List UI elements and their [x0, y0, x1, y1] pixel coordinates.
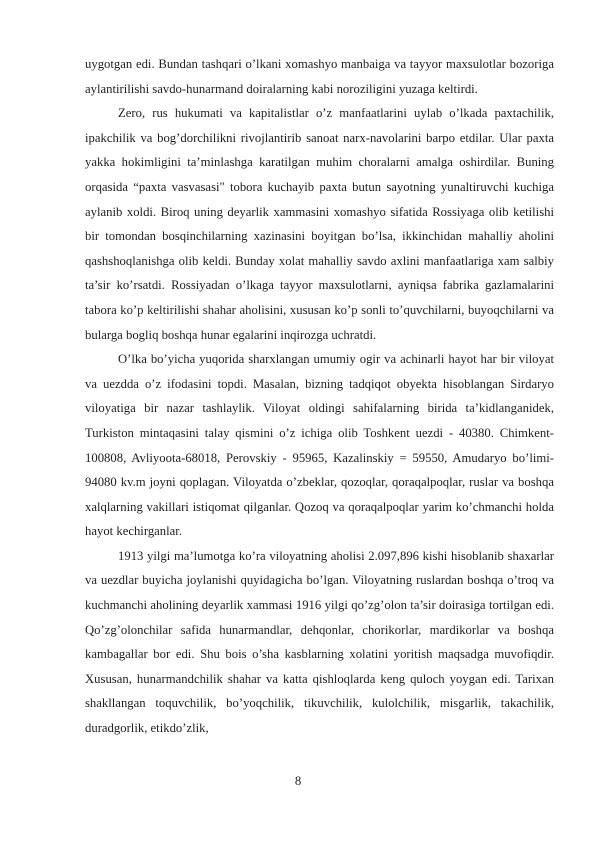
- watermark: [24, 141, 75, 189]
- paragraph: 1913 yilgi ma’lumotga ko’ra viloyatning aholisi 2.097,896 kishi hisoblanib shaxarlar va uezdlar buyicha joylanishi quyidagicha bo’lgan. Viloyatning ruslardan boshqa o’troq va kuchmanchi aholining deyarlik xammasi 1916 yilgi qo’zg’olon ta’sir doirasiga tortilgan edi. Qo’zg’olonchilar safida hunarmandlar, dehqonlar, chorikorlar, mardikorlar va boshqa kambagallar bor edi. Shu bois o’sha kasblarning xolatini yoritish maqsadga muvofiqdir. Xususan, hunarmandchilik shahar va katta qishloqlarda keng quloch yoygan edi. Tarixan shakllangan toquvchilik, bo’yoqchilik, tikuvchilik, kulolchilik, misgarlik, takachilik, duradgorlik, etikdo’zlik,: [85, 548, 554, 736]
- document-body: [85, 52, 554, 741]
- page-number: 8: [294, 774, 302, 788]
- paragraph: O’lka bo’yicha yuqorida sharxlangan umumiy ogir va achinarli hayot har bir viloyat va uezdda o’z ifodasini topdi. Masalan, bizning tadqiqot obyekta hisoblangan Sirdaryo viloyatiga bir nazar tashlaylik. Viloyat oldingi sahifalarning birida ta’kidlanganidek, Turkiston mintaqasini talay qismini o’z ichiga olib Toshkent uezdi - 40380. Chimkent- 100808, Avliyoota-68018, Perovskiy - 95965, Kazalinskiy = 59550, Amudaryo bo’limi-94080 kv.m joyni qoplagan. Viloyatda o’zbeklar, qozoqlar, qoraqalpoqlar, ruslar va boshqa xalqlarning vakillari istiqomat qilganlar. Qozoq va qoraqalpoqlar yarim ko’chmanchi holda hayot kechirganlar.: [85, 352, 554, 539]
- paragraph: uygotgan edi. Bundan tashqari o’lkani xomashyo manbaiga va tayyor maxsulotlar bozoriga aylantirilishi savdo-hunarmand doiralarning kabi noroziligini yuzaga keltirdi.: [85, 57, 554, 96]
- paragraph: Zero, rus hukumati va kapitalistlar o’z manfaatlarini uylab o’lkada paxtachilik, ipakchilik va bog’dorchilikni rivojlantirib sanoat narx-navolarini barpo etdilar. Ular paxta yakka hokimligini ta’minlashga karatilgan muhim choralarni amalga oshirdilar. Buning orqasida “paxta vasvasasi" tobora kuchayib paxta butun sayotning yunaltiruvchi kuchiga aylanib xoldi. Biroq uning deyarlik xammasini xomashyo sifatida Rossiyaga olib ketilishi bir tomondan bosqinchilarning xazinasini boyitgan bo’lsa, ikkinchidan mahalliy aholini qashshoqlanishga olib keldi. Bunday xolat mahalliy savdo axlini manfaatlariga xam salbiy ta’sir ko’rsatdi. Rossiyadan o’lkaga tayyor maxsulotlarni, ayniqsa fabrika gazlamalarini tabora ko’p keltirilishi shahar aholisini, xususan ko’p sonli to’quvchilarni, buyoqchilarni va bularga bogliq boshqa hunar egalarini inqirozga uchratdi.: [85, 106, 554, 342]
